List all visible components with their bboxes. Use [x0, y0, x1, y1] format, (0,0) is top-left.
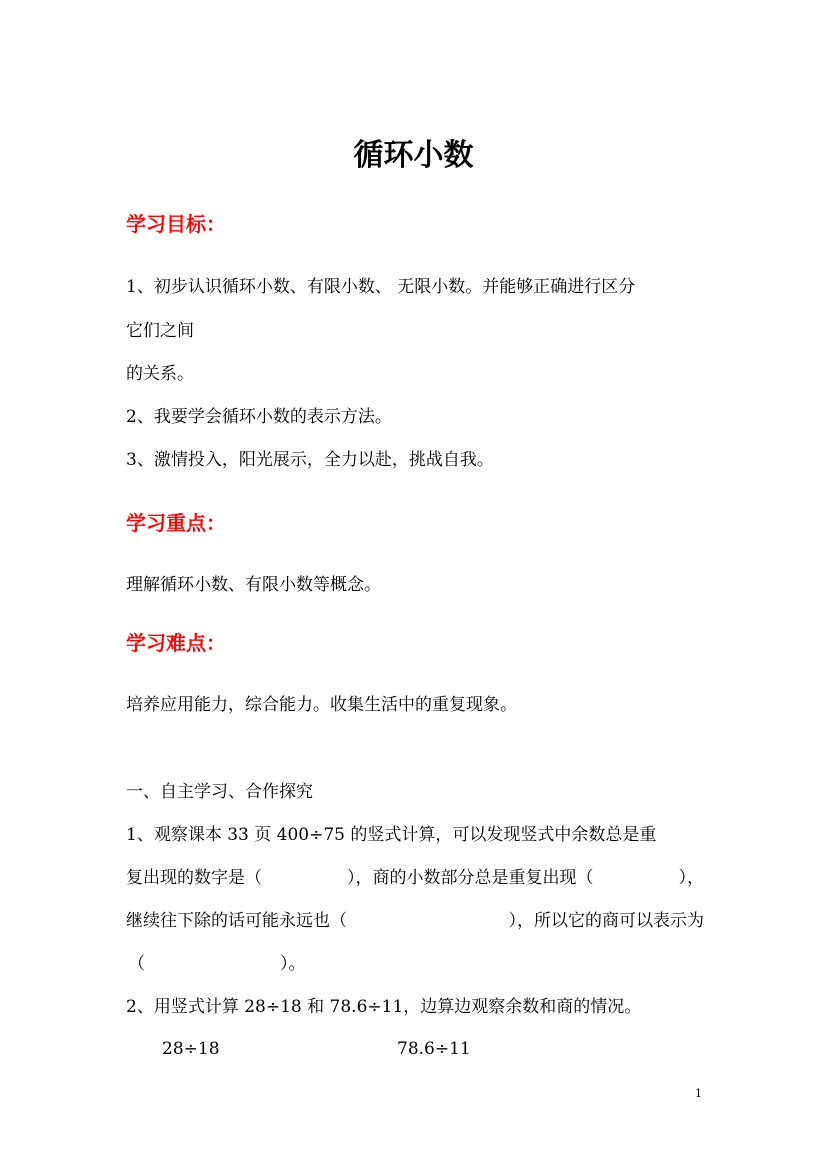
question-1-line-3-part-a: 继续往下除的话可能永远也（	[126, 911, 347, 931]
question-1-line-2-part-b: ），商的小数部分总是重复出现（	[347, 868, 594, 888]
answer-blank	[282, 863, 327, 888]
objective-item-2: 2、我要学会循环小数的表示方法。	[126, 407, 392, 427]
answer-blank	[614, 863, 659, 888]
question-1-line-3	[126, 906, 704, 931]
question-1-line-4	[128, 949, 306, 974]
part1-heading: 一、自主学习、合作探究	[126, 782, 313, 802]
question-1-line-3-part-b: ），所以它的商可以表示为	[508, 911, 704, 931]
question-1-line-4-part-a: （	[128, 954, 145, 974]
difficulties-heading: 学习难点：	[126, 631, 226, 655]
key-points-text: 理解循环小数、有限小数等概念。	[126, 575, 381, 595]
calculation-2: 78.6÷11	[397, 1039, 471, 1059]
page-number: 1	[695, 1087, 702, 1100]
question-1-line-2	[126, 863, 704, 888]
objective-item-1-line-1: 1、初步认识循环小数、有限小数、 无限小数。并能够正确进行区分	[126, 277, 636, 297]
question-1-line-2-part-a: 复出现的数字是（	[126, 868, 262, 888]
question-1-line-1: 1、观察课本 33 页 400÷75 的竖式计算，可以发现竖式中余数总是重	[126, 825, 657, 845]
question-2: 2、用竖式计算 28÷18 和 78.6÷11，边算边观察余数和商的情况。	[126, 997, 642, 1017]
calculation-1: 28÷18	[162, 1039, 220, 1059]
question-1-line-4-part-b: ）。	[280, 954, 306, 974]
objective-item-1-line-2: 它们之间	[126, 321, 194, 341]
objectives-heading: 学习目标：	[126, 212, 226, 236]
answer-blank	[403, 906, 453, 931]
page-title: 循环小数	[353, 138, 474, 173]
difficulties-text: 培养应用能力，综合能力。收集生活中的重复现象。	[126, 695, 517, 715]
objective-item-3: 3、激情投入，阳光展示，全力以赴，挑战自我。	[126, 450, 494, 470]
objective-item-1-line-3: 的关系。	[126, 364, 194, 384]
question-1-line-2-part-c: ），	[678, 868, 704, 888]
key-points-heading: 学习重点：	[126, 511, 226, 535]
